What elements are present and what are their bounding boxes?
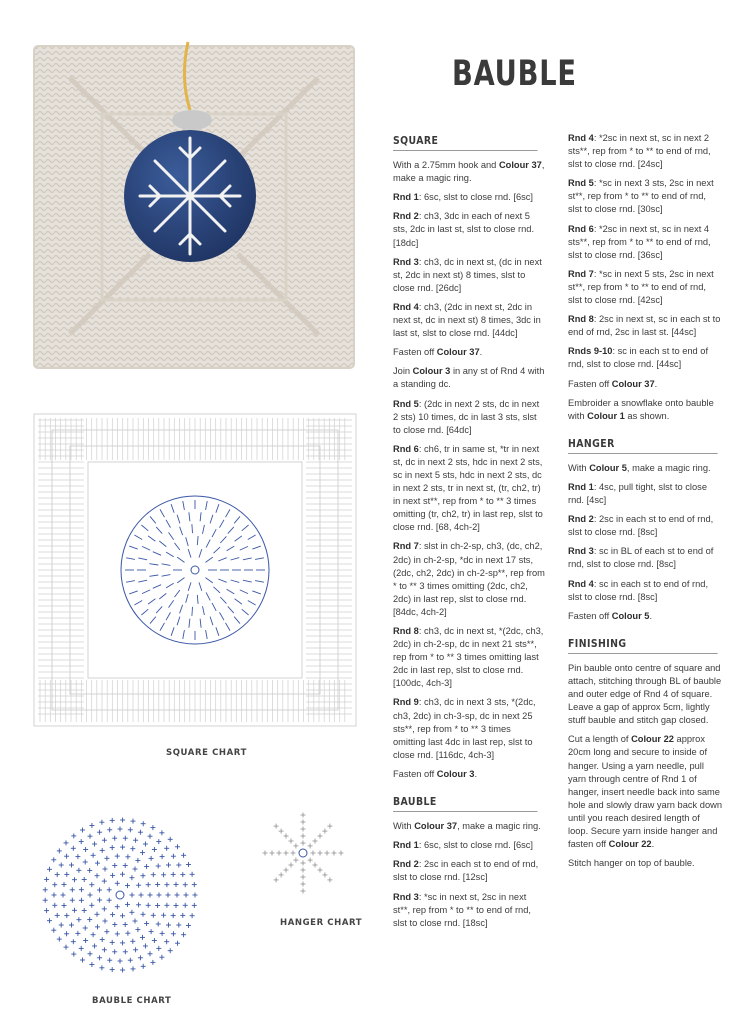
square-fasten-off-2: Fasten off Colour 3.: [393, 768, 478, 779]
finishing-paragraph-3: Stitch hanger on top of bauble.: [568, 858, 695, 869]
bauble-rnd-5: Rnd 5: *sc in next 3 sts, 2sc in next st**, rep from * to ** to end of rnd, slst to close rnd. [30sc]: [568, 178, 714, 215]
hanger-cap: [172, 110, 212, 130]
square-rnd-8: Rnd 8: ch3, dc in next st, *(2dc, ch3, 2dc) in ch-2-sp, dc in next 21 sts**, rep from * to ** 3 times omitting last 2dc in last rep, slst to close rnd. [100dc, 4ch-3]: [393, 626, 544, 689]
square-rnd-3: Rnd 3: ch3, dc in next st, (dc in next st, 2dc in next st) 8 times, slst to close rnd. [26dc]: [393, 256, 542, 293]
hanger-rnd-3: Rnd 3: sc in BL of each st to end of rnd, slst to close rnd. [8sc]: [568, 546, 714, 570]
hanger-rnd-4: Rnd 4: sc in each st to end of rnd, slst to close rnd. [8sc]: [568, 578, 709, 602]
square-chart: [30, 410, 360, 730]
bauble-intro: With Colour 37, make a magic ring.: [393, 821, 541, 832]
square-rnd-7: Rnd 7: slst in ch-2-sp, ch3, (dc, ch2, 2dc) in ch-2-sp, *dc in next 17 sts, (2dc, ch2, 2dc) in ch-2-sp**, rep from * to ** 3 times omitting (2dc, ch2, 2dc) in last rep, slst to close rnd. [84dc, 4ch-2]: [393, 541, 545, 617]
hanger-chart-caption: HANGER CHART: [280, 918, 363, 928]
square-rnd-9: Rnd 9: ch3, dc in next 3 sts, *(2dc, ch3, 2dc) in ch-3-sp, dc in next 25 sts**, rep from * to ** 3 times omitting last 4dc in last rep, slst to close rnd. [116dc, 4ch-3]: [393, 697, 536, 760]
bauble-rnd-7: Rnd 7: *sc in next 5 sts, 2sc in next st**, rep from * to ** to end of rnd, slst to close rnd. [42sc]: [568, 268, 714, 306]
square-chart-caption: SQUARE CHART: [166, 748, 247, 758]
page-title: BAUBLE: [452, 54, 577, 94]
square-fasten-off-1: Fasten off Colour 37.: [393, 347, 483, 358]
square-intro: With a 2.75mm hook and Colour 37, make a magic ring.: [393, 160, 545, 184]
bauble-chart: [35, 810, 205, 980]
square-rnd-2: Rnd 2: ch3, 3dc in each of next 5 sts, 2dc in last st, slst to close rnd. [18dc]: [393, 211, 535, 248]
bauble-heading: BAUBLE: [393, 795, 538, 812]
bauble-rnd-3: Rnd 3: *sc in next st, 2sc in next st**, rep from * to ** to end of rnd, slst to close rnd. [18sc]: [393, 891, 531, 928]
instructions-column-2: [568, 132, 722, 876]
square-join: Join Colour 3 in any st of Rnd 4 with a standing dc.: [393, 366, 545, 390]
square-rnd-6: Rnd 6: ch6, tr in same st, *tr in next st, dc in next 2 sts, hdc in next 2 sts, sc in next 5 sts, hdc in next 2 sts, dc in next 2 sts, tr in next st, (tr, ch2, tr) in next st**, rep from * to ** 3 times omitting (tr, ch2, tr) in last rep, slst to close rnd. [68, 4ch-2]: [393, 443, 543, 533]
square-rnd-5: Rnd 5: (2dc in next 2 sts, dc in next 2 sts) 10 times, dc in last 3 sts, slst to close rnd. [64dc]: [393, 398, 540, 435]
finishing-paragraph-2: Cut a length of Colour 22 approx 20cm long and secure to inside of hanger. Using a yarn needle, pull yarn through centre of Rnd 1 of hanger, insert needle back into same hole and slowly draw yarn back down until you reach desired length of loop. Secure yarn inside hanger and fasten off Colour 22.: [568, 734, 722, 850]
hanger-chart: [258, 808, 348, 898]
bauble-rnd-2: Rnd 2: 2sc in each st to end of rnd, slst to close rnd. [12sc]: [393, 859, 539, 883]
hanger-rnd-2: Rnd 2: 2sc in each st to end of rnd, slst to close rnd. [8sc]: [568, 514, 714, 538]
project-photo: [30, 38, 358, 372]
bauble-rnd-1: Rnd 1: 6sc, slst to close rnd. [6sc]: [393, 840, 534, 851]
hanger-intro: With Colour 5, make a magic ring.: [568, 462, 711, 473]
bauble-embroider: Embroider a snowflake onto bauble with Colour 1 as shown.: [568, 397, 714, 421]
hanger-rnd-1: Rnd 1: 4sc, pull tight, slst to close rnd. [4sc]: [568, 481, 707, 506]
finishing-paragraph-1: Pin bauble onto centre of square and attach, stitching through BL of bauble and outer edge of Rnd 4 of square. Leave a gap of approx 5cm, lightly stuff bauble and stitch gap closed.: [568, 662, 722, 726]
square-heading: SQUARE: [393, 134, 538, 151]
hanger-fasten-off: Fasten off Colour 5.: [568, 610, 653, 621]
bauble-fasten-off: Fasten off Colour 37.: [568, 378, 658, 389]
bauble-rnd-6: Rnd 6: *2sc in next st, sc in next 4 sts**, rep from * to ** to end of rnd, slst to close rnd. [36sc]: [568, 223, 711, 260]
bauble-rnds-9-10: Rnds 9-10: sc in each st to end of rnd, slst to close rnd. [44sc]: [568, 346, 709, 370]
square-rnd-4: Rnd 4: ch3, (2dc in next st, 2dc in next st, dc in next st) 8 times, 3dc in last st, slst to close rnd. [44dc]: [393, 301, 541, 339]
bauble-rnd-4: Rnd 4: *2sc in next st, sc in next 2 sts**, rep from * to ** to end of rnd, slst to close rnd. [24sc]: [568, 133, 711, 170]
square-rnd-1: Rnd 1: 6sc, slst to close rnd. [6sc]: [393, 192, 534, 203]
hanger-heading: HANGER: [568, 437, 718, 454]
instructions-column-1: [393, 132, 545, 936]
bauble-rnd-8: Rnd 8: 2sc in next st, sc in each st to end of rnd, 2sc in last st. [44sc]: [568, 314, 721, 338]
bauble-chart-caption: BAUBLE CHART: [92, 996, 172, 1006]
finishing-heading: FINISHING: [568, 637, 718, 654]
